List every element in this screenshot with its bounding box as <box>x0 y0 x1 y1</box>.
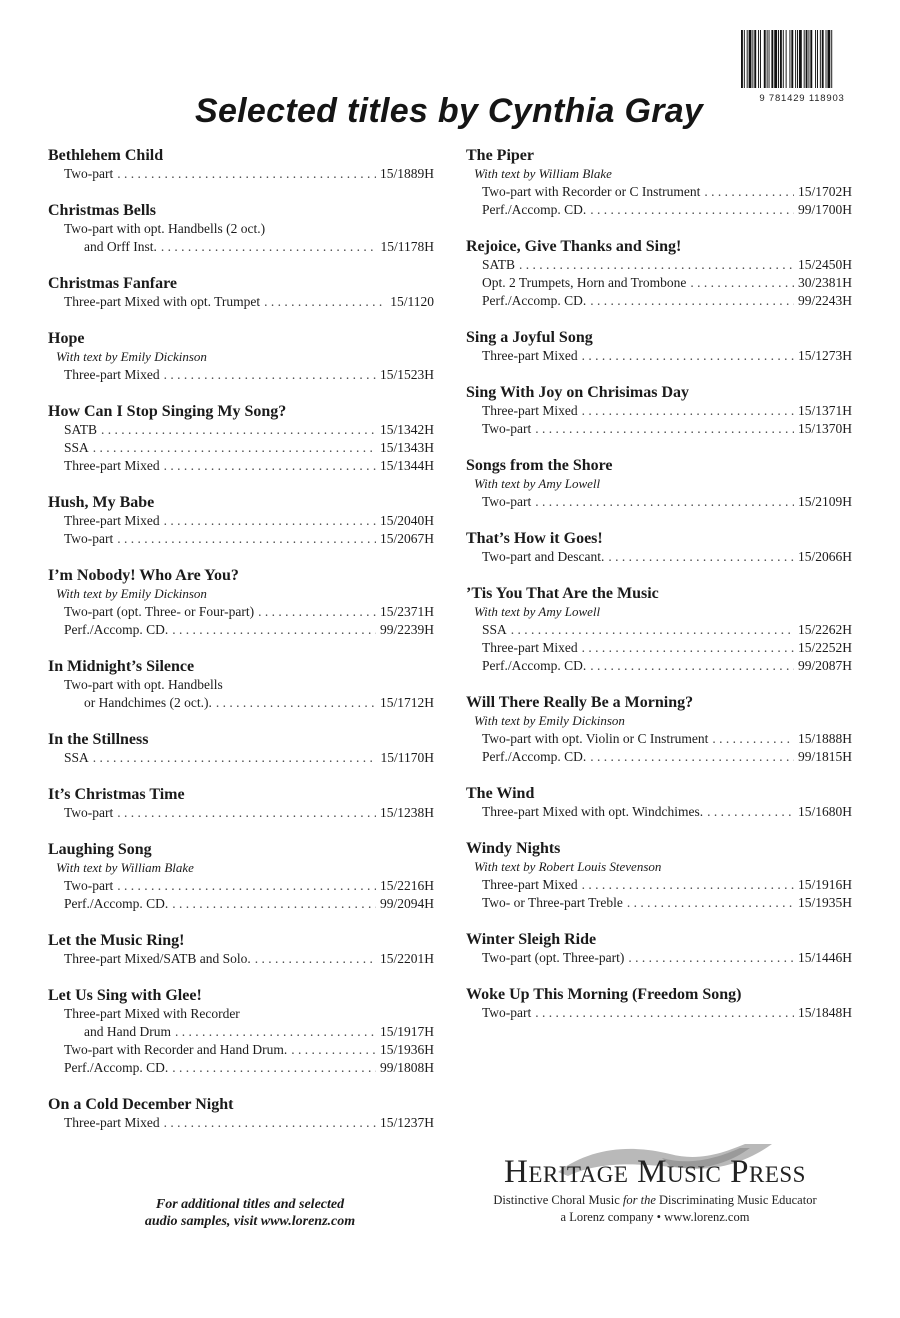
entry-title: Sing With Joy on Chrisimas Day <box>466 384 690 401</box>
dot-leader <box>258 603 376 621</box>
voicing-desc: Two-part <box>482 421 532 436</box>
entry-title: On a Cold December Night <box>48 1096 234 1113</box>
entry-title: Windy Nights <box>466 840 561 857</box>
catalog-number: 99/1700H <box>798 202 852 217</box>
entry-text-credit: With text by Amy Lowell <box>474 604 601 619</box>
title-entry <box>466 839 852 912</box>
voicing-desc: Three-part Mixed with opt. Trumpet <box>64 294 261 309</box>
dot-leader <box>582 402 794 420</box>
tagline-part-2: for the <box>622 1193 656 1207</box>
catalog-number: 15/1935H <box>798 895 852 910</box>
entry-title: Christmas Fanfare <box>48 275 178 292</box>
catalog-number: 15/2252H <box>798 640 852 655</box>
voicing-desc: Three-part Mixed <box>482 403 578 418</box>
dot-leader <box>117 877 376 895</box>
voicing-line <box>48 603 434 621</box>
catalog-number: 99/1815H <box>798 749 852 764</box>
voicing-desc: SSA <box>482 622 507 637</box>
title-entry <box>48 566 434 639</box>
footer-note-line-2: audio samples, visit www.lorenz.com <box>144 1214 356 1229</box>
barcode-bars <box>740 30 864 88</box>
entry-title: That’s How it Goes! <box>466 530 603 547</box>
publisher-name: Heritage Music Press <box>504 1154 806 1190</box>
dot-leader <box>535 1004 794 1022</box>
page-title: Selected titles by Cynthia Gray <box>195 92 704 130</box>
voicing-desc: Three-part Mixed with opt. Windchimes. <box>482 804 704 819</box>
right-column <box>466 146 852 1022</box>
dot-leader <box>172 1059 376 1077</box>
catalog-number: 15/1712H <box>380 695 434 710</box>
entry-title: ’Tis You That Are the Music <box>466 585 659 602</box>
dot-leader <box>117 165 376 183</box>
title-entry <box>466 146 852 219</box>
voicing-desc: Three-part Mixed with Recorder <box>64 1006 240 1021</box>
title-entry <box>48 146 434 183</box>
dot-leader <box>93 749 377 767</box>
voicing-desc: SSA <box>64 750 89 765</box>
entry-text-credit: With text by Robert Louis Stevenson <box>474 859 662 874</box>
dot-leader <box>172 621 376 639</box>
title-entry <box>48 274 434 311</box>
entry-text-credit: With text by Emily Dickinson <box>56 349 207 364</box>
voicing-desc: Three-part Mixed/SATB and Solo. <box>64 951 251 966</box>
catalog-number: 15/1170H <box>380 750 434 765</box>
dot-leader <box>175 1023 376 1041</box>
catalog-number: 15/1237H <box>380 1115 434 1130</box>
dot-leader <box>117 804 376 822</box>
catalog-number: 15/1916H <box>798 877 852 892</box>
dot-leader <box>590 201 794 219</box>
dot-leader <box>164 512 376 530</box>
voicing-line <box>48 1023 434 1041</box>
dot-leader <box>690 274 794 292</box>
voicing-desc: Two-part with opt. Handbells <box>64 677 223 692</box>
voicing-line <box>466 748 852 766</box>
voicing-line <box>466 420 852 438</box>
entry-title: How Can I Stop Singing My Song? <box>48 403 287 420</box>
voicing-desc: and Hand Drum <box>84 1024 171 1039</box>
catalog-number: 15/1120 <box>390 294 434 309</box>
voicing-line <box>466 493 852 511</box>
voicing-line <box>48 895 434 913</box>
voicing-desc: SATB <box>64 422 98 437</box>
catalog-number: 15/1342H <box>380 422 434 437</box>
entry-title: Christmas Bells <box>48 202 156 219</box>
voicing-line <box>466 730 852 748</box>
dot-leader <box>216 694 376 712</box>
entry-title: Hope <box>48 330 85 347</box>
voicing-line <box>48 512 434 530</box>
voicing-line <box>466 548 852 566</box>
entry-title: I’m Nobody! Who Are You? <box>48 567 239 584</box>
title-entry <box>48 657 434 712</box>
dot-leader <box>255 950 376 968</box>
voicing-line <box>466 1004 852 1022</box>
catalog-number: 15/1273H <box>798 348 852 363</box>
voicing-desc: Perf./Accomp. CD. <box>64 896 169 911</box>
dot-leader <box>101 421 376 439</box>
dot-leader <box>608 548 794 566</box>
catalog-number: 15/1523H <box>380 367 434 382</box>
voicing-desc: SSA <box>64 440 89 455</box>
voicing-line <box>466 292 852 310</box>
dot-leader <box>590 748 794 766</box>
dot-leader <box>704 183 794 201</box>
voicing-desc: Two-part <box>64 878 114 893</box>
dot-leader <box>712 730 794 748</box>
voicing-line <box>48 457 434 475</box>
entry-title: Sing a Joyful Song <box>466 329 593 346</box>
voicing-line <box>48 1059 434 1077</box>
catalog-number: 15/1370H <box>798 421 852 436</box>
voicing-line <box>48 530 434 548</box>
dot-leader <box>291 1041 376 1059</box>
voicing-desc: Perf./Accomp. CD. <box>64 622 169 637</box>
voicing-desc: Perf./Accomp. CD. <box>64 1060 169 1075</box>
catalog-number: 15/2066H <box>798 549 852 564</box>
voicing-desc: Two-part <box>64 166 114 181</box>
voicing-desc: Three-part Mixed <box>482 877 578 892</box>
voicing-line <box>48 621 434 639</box>
voicing-desc: Perf./Accomp. CD. <box>482 202 587 217</box>
voicing-line <box>48 220 434 238</box>
voicing-desc: Three-part Mixed <box>64 367 160 382</box>
voicing-line <box>48 165 434 183</box>
catalog-number: 15/2040H <box>380 513 434 528</box>
voicing-desc: Three-part Mixed <box>64 513 160 528</box>
catalog-number: 15/1446H <box>798 950 852 965</box>
voicing-line <box>48 238 434 256</box>
dot-leader <box>164 457 376 475</box>
voicing-line <box>48 749 434 767</box>
voicing-line <box>466 183 852 201</box>
voicing-line <box>466 201 852 219</box>
voicing-desc: Perf./Accomp. CD. <box>482 658 587 673</box>
entry-title: Let the Music Ring! <box>48 932 185 949</box>
dot-leader <box>535 420 794 438</box>
publisher-tagline <box>455 1192 855 1209</box>
voicing-line <box>466 894 852 912</box>
title-entry <box>48 1095 434 1132</box>
title-entry <box>466 456 852 511</box>
voicing-desc: SATB <box>482 257 516 272</box>
dot-leader <box>172 895 376 913</box>
voicing-line <box>48 421 434 439</box>
voicing-desc: Three-part Mixed <box>64 1115 160 1130</box>
dot-leader <box>519 256 794 274</box>
voicing-desc: Perf./Accomp. CD. <box>482 293 587 308</box>
title-entry <box>466 383 852 438</box>
voicing-desc: Two-part (opt. Three- or Four-part) <box>64 604 255 619</box>
entry-title: It’s Christmas Time <box>48 786 185 803</box>
voicing-line <box>48 1114 434 1132</box>
catalog-number: 15/1238H <box>380 805 434 820</box>
voicing-desc: Two-part <box>482 494 532 509</box>
catalog-number: 15/2371H <box>380 604 434 619</box>
dot-leader <box>590 657 794 675</box>
title-entry <box>48 329 434 384</box>
voicing-line <box>48 366 434 384</box>
entry-title: Will There Really Be a Morning? <box>466 694 694 711</box>
voicing-line <box>466 621 852 639</box>
entry-title: Bethlehem Child <box>48 147 164 164</box>
voicing-line <box>48 950 434 968</box>
footer-note-line-1: For additional titles and selected <box>155 1197 345 1212</box>
voicing-line <box>466 876 852 894</box>
voicing-line <box>466 639 852 657</box>
catalog-number: 15/1178H <box>380 239 434 254</box>
dot-leader <box>117 530 376 548</box>
entry-text-credit: With text by William Blake <box>56 860 194 875</box>
voicing-line <box>48 1041 434 1059</box>
dot-leader <box>164 366 376 384</box>
entry-title: Let Us Sing with Glee! <box>48 987 202 1004</box>
voicing-line <box>466 256 852 274</box>
dot-leader <box>590 292 794 310</box>
publisher-logo <box>455 1138 855 1226</box>
voicing-desc: Perf./Accomp. CD. <box>482 749 587 764</box>
title-entry <box>466 784 852 821</box>
voicing-desc: Two-part <box>482 1005 532 1020</box>
title-entry <box>48 931 434 968</box>
title-entry <box>466 529 852 566</box>
dot-leader <box>164 1114 376 1132</box>
catalog-number: 15/2216H <box>380 878 434 893</box>
voicing-desc: Two-part and Descant. <box>482 549 605 564</box>
voicing-desc: Two-part <box>64 531 114 546</box>
barcode <box>738 30 866 104</box>
dot-leader <box>582 639 794 657</box>
catalog-number: 99/2094H <box>380 896 434 911</box>
voicing-desc: Two-part (opt. Three-part) <box>482 950 625 965</box>
catalog-number: 30/2381H <box>798 275 852 290</box>
voicing-line <box>466 402 852 420</box>
title-entry <box>48 730 434 767</box>
catalog-number: 15/1888H <box>798 731 852 746</box>
dot-leader <box>627 894 794 912</box>
voicing-line <box>466 803 852 821</box>
catalog-number: 15/2201H <box>380 951 434 966</box>
voicing-line <box>466 274 852 292</box>
voicing-desc: Opt. 2 Trumpets, Horn and Trombone <box>482 275 687 290</box>
voicing-desc: or Handchimes (2 oct.). <box>84 695 212 710</box>
title-entry <box>466 328 852 365</box>
left-column <box>48 146 434 1132</box>
entry-text-credit: With text by Emily Dickinson <box>474 713 625 728</box>
catalog-number: 15/2109H <box>798 494 852 509</box>
voicing-desc: Two-part with Recorder or C Instrument <box>482 184 701 199</box>
voicing-line <box>48 694 434 712</box>
entry-title: In the Stillness <box>48 731 149 748</box>
dot-leader <box>93 439 376 457</box>
voicing-line <box>48 804 434 822</box>
title-entry <box>466 584 852 675</box>
entry-text-credit: With text by William Blake <box>474 166 612 181</box>
title-entry <box>48 986 434 1077</box>
entry-title: The Piper <box>466 147 534 164</box>
dot-leader <box>264 293 386 311</box>
barcode-number: 9 781429 118903 <box>759 93 845 104</box>
title-entry <box>48 493 434 548</box>
catalog-number: 15/1344H <box>380 458 434 473</box>
voicing-desc: Three-part Mixed <box>64 458 160 473</box>
title-entry <box>466 237 852 310</box>
catalog-number: 99/2087H <box>798 658 852 673</box>
voicing-line <box>466 657 852 675</box>
title-entry <box>48 402 434 475</box>
entry-title: Songs from the Shore <box>466 457 613 474</box>
entry-title: The Wind <box>466 785 535 802</box>
entry-title: Hush, My Babe <box>48 494 155 511</box>
catalog-number: 15/1680H <box>798 804 852 819</box>
voicing-desc: Three-part Mixed <box>482 348 578 363</box>
voicing-desc: Two-part with opt. Violin or C Instrument <box>482 731 709 746</box>
entry-text-credit: With text by Emily Dickinson <box>56 586 207 601</box>
voicing-line <box>48 877 434 895</box>
catalog-number: 15/2262H <box>798 622 852 637</box>
voicing-line <box>466 949 852 967</box>
entry-title: Rejoice, Give Thanks and Sing! <box>466 238 682 255</box>
tagline-part-3: Discriminating Music Educator <box>655 1193 817 1207</box>
catalog-number: 99/1808H <box>380 1060 434 1075</box>
voicing-desc: Two- or Three-part Treble <box>482 895 623 910</box>
catalog-number: 15/2450H <box>798 257 852 272</box>
voicing-desc: Two-part with Recorder and Hand Drum. <box>64 1042 288 1057</box>
voicing-desc: Two-part with opt. Handbells (2 oct.) <box>64 221 266 236</box>
title-entry <box>48 785 434 822</box>
dot-leader <box>707 803 794 821</box>
dot-leader <box>628 949 794 967</box>
dot-leader <box>535 493 794 511</box>
voicing-line <box>48 293 434 311</box>
voicing-desc: Two-part <box>64 805 114 820</box>
publisher-subline: a Lorenz company • www.lorenz.com <box>560 1210 750 1224</box>
voicing-desc: and Orff Inst. <box>84 239 157 254</box>
catalog-number: 15/1936H <box>380 1042 434 1057</box>
tagline-part-1: Distinctive Choral Music <box>493 1193 623 1207</box>
voicing-line <box>466 347 852 365</box>
title-entry <box>466 930 852 967</box>
catalog-number: 99/2243H <box>798 293 852 308</box>
title-entry <box>48 201 434 256</box>
catalog-number: 15/1702H <box>798 184 852 199</box>
title-entry <box>466 693 852 766</box>
title-entry <box>466 985 852 1022</box>
entry-title: Laughing Song <box>48 841 152 858</box>
catalog-number: 15/1848H <box>798 1005 852 1020</box>
dot-leader <box>582 347 794 365</box>
footer-note <box>115 1196 385 1230</box>
entry-title: Winter Sleigh Ride <box>466 931 597 948</box>
catalog-number: 15/1917H <box>380 1024 434 1039</box>
entry-title: Woke Up This Morning (Freedom Song) <box>466 986 742 1003</box>
voicing-line <box>48 1005 434 1023</box>
catalog-number: 15/1343H <box>380 440 434 455</box>
dot-leader <box>511 621 794 639</box>
catalog-number: 99/2239H <box>380 622 434 637</box>
entry-text-credit: With text by Amy Lowell <box>474 476 601 491</box>
dot-leader <box>161 238 377 256</box>
voicing-desc: Three-part Mixed <box>482 640 578 655</box>
voicing-line <box>48 439 434 457</box>
voicing-line <box>48 676 434 694</box>
catalog-number: 15/1889H <box>380 166 434 181</box>
dot-leader <box>582 876 794 894</box>
entry-title: In Midnight’s Silence <box>48 658 195 675</box>
catalog-number: 15/2067H <box>380 531 434 546</box>
title-entry <box>48 840 434 913</box>
catalog-number: 15/1371H <box>798 403 852 418</box>
